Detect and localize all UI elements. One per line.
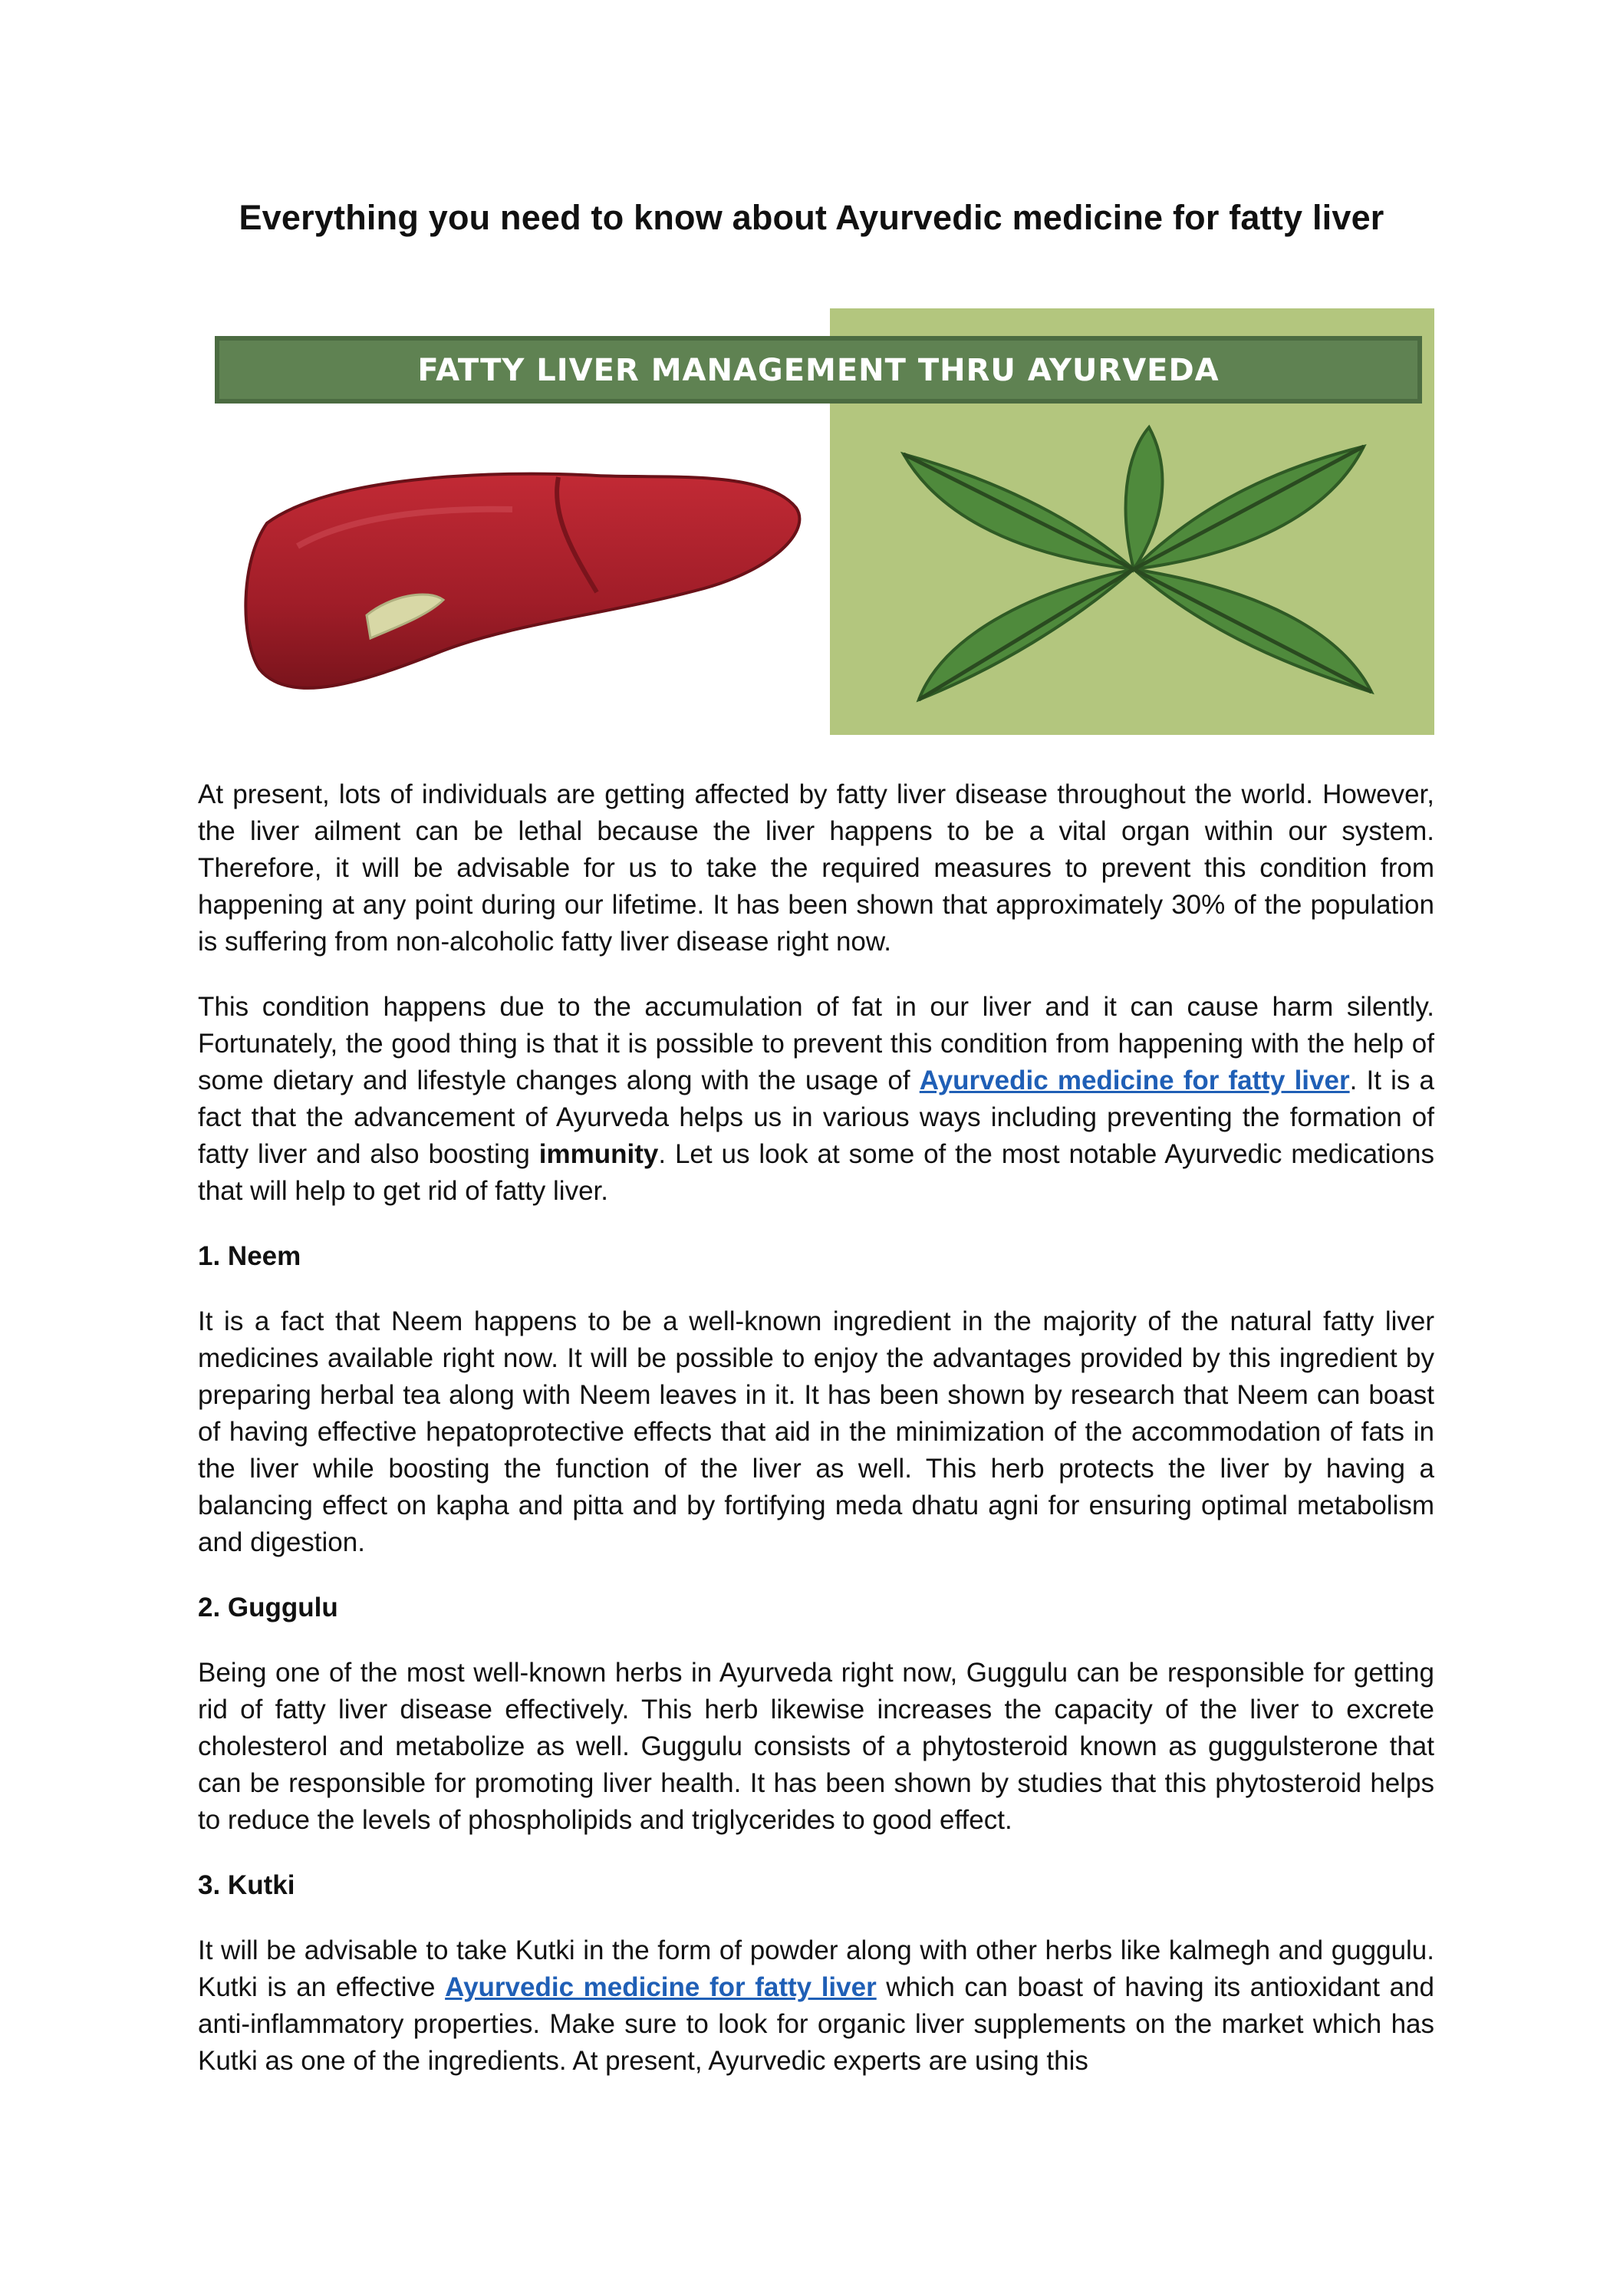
heading-neem: 1. Neem bbox=[198, 1241, 301, 1271]
paragraph-kutki bbox=[198, 1932, 1434, 2080]
banner bbox=[215, 336, 1422, 404]
paragraph-text: . It is a fact that the advancement of Ayurveda helps us in various ways including preventing the formation of fatty liver and also boosting bbox=[198, 1066, 1434, 1169]
ayurvedic-medicine-link[interactable]: Ayurvedic medicine for fatty liver bbox=[445, 1972, 877, 2002]
paragraph-text: This condition happens due to the accumulation of fat in our liver and it can cause harm silently. Fortunately, the good thing is that it is possible to prevent this condition from happening with the help of some dietary and lifestyle changes along with the usage of bbox=[198, 992, 1434, 1095]
heading-guggulu: 2. Guggulu bbox=[198, 1593, 338, 1622]
ayurvedic-medicine-link[interactable]: Ayurvedic medicine for fatty liver bbox=[919, 1066, 1350, 1095]
article-body bbox=[198, 776, 1434, 2108]
paragraph-text: It will be advisable to take Kutki in the form of powder along with other herbs like kalmegh and guggulu. Kutki is an effective bbox=[198, 1935, 1434, 2002]
paragraph-intro: At present, lots of individuals are getting affected by fatty liver disease throughout the world. However, the liver ailment can be lethal because the liver happens to be a vital organ within our system. Therefore, it will be advisable for us to take the required measures to prevent this condition from happening at any point during our lifetime. It has been shown that approximately 30% of the population is suffering from non-alcoholic fatty liver disease right now. bbox=[198, 779, 1434, 957]
banner-text: FATTY LIVER MANAGEMENT THRU AYURVEDA bbox=[417, 353, 1220, 388]
paragraph-guggulu: Being one of the most well-known herbs in Ayurveda right now, Guggulu can be responsible for getting rid of fatty liver disease effectively. This herb likewise increases the capacity of the liver to excrete cholesterol and metabolize as well. Guggulu consists of a phytosteroid known as guggulsterone that can be responsible for promoting liver health. It has been shown by studies that this phytosteroid helps to reduce the levels of phospholipids and triglycerides to good effect. bbox=[198, 1658, 1434, 1835]
paragraph-text: . Let us look at some of the most notable Ayurvedic medications that will help to get rid of fatty liver. bbox=[198, 1139, 1434, 1206]
neem-leaves-illustration bbox=[873, 423, 1410, 723]
liver-illustration bbox=[236, 462, 819, 707]
hero-image bbox=[198, 308, 1434, 735]
bold-keyword: immunity bbox=[538, 1139, 659, 1169]
document-title: Everything you need to know about Ayurvedic medicine for fatty liver bbox=[239, 198, 1384, 237]
heading-kutki: 3. Kutki bbox=[198, 1870, 295, 1900]
paragraph-neem: It is a fact that Neem happens to be a well-known ingredient in the majority of the natural fatty liver medicines available right now. It will be possible to enjoy the advantages provided by this ingredient by preparing herbal tea along with Neem leaves in it. It has been shown by research that Neem can boast of having effective hepatoprotective effects that aid in the minimization of the accommodation of fats in the liver while boosting the function of the liver as well. This herb protects the liver by having a balancing effect on kapha and pitta and by fortifying meda dhatu agni for ensuring optimal metabolism and digestion. bbox=[198, 1306, 1434, 1557]
paragraph-text: which can boast of having its antioxidant and anti-inflammatory properties. Make sure to look for organic liver supplements on the market which has Kutki as one of the ingredients. At present, Ayurvedic experts are using this bbox=[198, 1972, 1434, 2076]
paragraph-condition bbox=[198, 989, 1434, 1210]
